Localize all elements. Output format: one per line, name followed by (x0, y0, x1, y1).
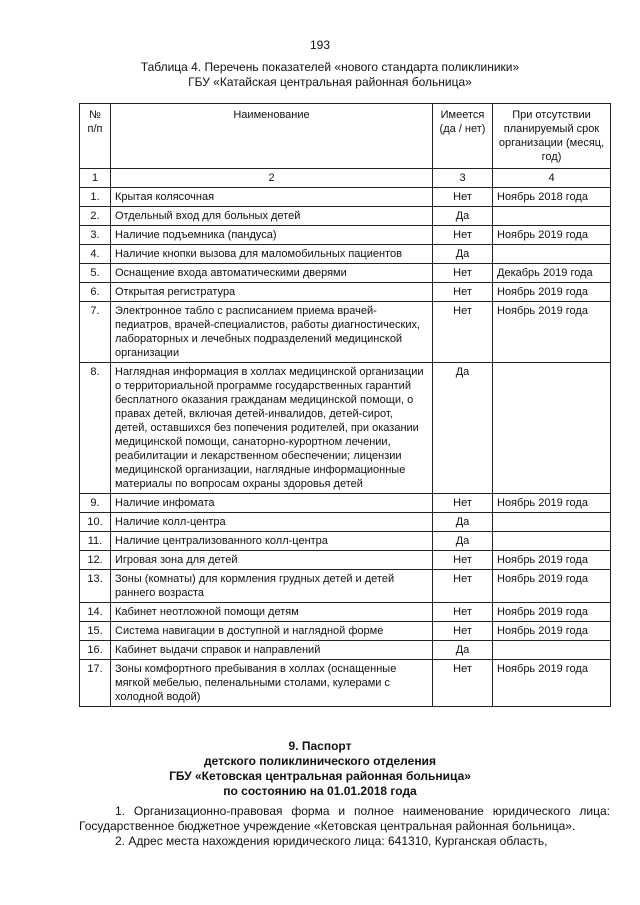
row-name-cell: Игровая зона для детей (111, 551, 433, 570)
row-name-cell: Открытая регистратура (111, 283, 433, 302)
row-planned-cell: Ноябрь 2019 года (493, 622, 611, 641)
header-num: № п/п (80, 104, 111, 169)
table-row (80, 302, 611, 363)
row-num-cell: 12. (80, 551, 111, 570)
row-num-cell: 1. (80, 188, 111, 207)
row-num-cell: 14. (80, 603, 111, 622)
row-name-cell: Зоны (комнаты) для кормления грудных детей и детей раннего возраста (111, 570, 433, 603)
table-row (80, 551, 611, 570)
row-available-cell: Нет (433, 283, 493, 302)
table-row (80, 570, 611, 603)
passport-heading-line-2: детского поликлинического отделения (204, 754, 436, 768)
row-planned-cell: Ноябрь 2019 года (493, 570, 611, 603)
row-planned-cell: Ноябрь 2019 года (493, 494, 611, 513)
table-title-line-1: Таблица 4. Перечень показателей «нового стандарта поликлиники» (140, 60, 520, 74)
row-available-cell: Да (433, 245, 493, 264)
row-planned-cell: Ноябрь 2019 года (493, 302, 611, 363)
table-row (80, 283, 611, 302)
index-cell: 3 (433, 169, 493, 188)
table-row (80, 494, 611, 513)
row-planned-cell: Ноябрь 2019 года (493, 551, 611, 570)
row-available-cell: Да (433, 532, 493, 551)
table-row (80, 603, 611, 622)
row-name-cell: Оснащение входа автоматическими дверями (111, 264, 433, 283)
row-num-cell: 17. (80, 660, 111, 707)
header-name: Наименование (111, 104, 433, 169)
table-row (80, 622, 611, 641)
table-index-row (80, 169, 611, 188)
row-num-cell: 11. (80, 532, 111, 551)
row-available-cell: Нет (433, 551, 493, 570)
row-planned-cell (493, 641, 611, 660)
passport-body (79, 804, 610, 849)
table-row (80, 207, 611, 226)
row-name-cell: Наличие колл-центра (111, 513, 433, 532)
row-planned-cell: Ноябрь 2019 года (493, 226, 611, 245)
row-name-cell: Зоны комфортного пребывания в холлах (оснащенные мягкой мебелью, пеленальными столами, кулерами с холодной водой) (111, 660, 433, 707)
row-num-cell: 16. (80, 641, 111, 660)
row-planned-cell: Ноябрь 2018 года (493, 188, 611, 207)
row-available-cell: Нет (433, 188, 493, 207)
row-name-cell: Система навигации в доступной и наглядной форме (111, 622, 433, 641)
row-num-cell: 7. (80, 302, 111, 363)
indicators-table (79, 103, 611, 707)
row-planned-cell: Ноябрь 2019 года (493, 660, 611, 707)
row-name-cell: Кабинет неотложной помощи детям (111, 603, 433, 622)
header-planned: При отсутствии планируемый срок организации (месяц, год) (493, 104, 611, 169)
table-row (80, 660, 611, 707)
row-planned-cell (493, 245, 611, 264)
table-row (80, 264, 611, 283)
index-cell: 4 (493, 169, 611, 188)
table-row (80, 245, 611, 264)
passport-heading (60, 739, 580, 799)
row-num-cell: 4. (80, 245, 111, 264)
row-num-cell: 2. (80, 207, 111, 226)
row-name-cell: Крытая колясочная (111, 188, 433, 207)
row-name-cell: Наличие инфомата (111, 494, 433, 513)
row-planned-cell (493, 207, 611, 226)
row-available-cell: Нет (433, 570, 493, 603)
paragraph-1: 1. Организационно-правовая форма и полное наименование юридического лица: Государственное бюджетное учреждение «Кетовская центральная районная больница». (79, 804, 610, 833)
row-available-cell: Да (433, 207, 493, 226)
passport-heading-line-1: 9. Паспорт (288, 739, 352, 753)
row-available-cell: Да (433, 513, 493, 532)
table-header-row (80, 104, 611, 169)
row-available-cell: Нет (433, 603, 493, 622)
row-planned-cell: Ноябрь 2019 года (493, 603, 611, 622)
table-body (80, 188, 611, 707)
row-name-cell: Наглядная информация в холлах медицинской организации о территориальной программе государственных гарантий бесплатного оказания гражданам медицинской помощи, о правах детей, включая детей-инвалидов, детей-сирот, детей, оставшихся без попечения родителей, при оказании медицинской помощи, санаторно-курортном лечении, реабилитации и лекарственном обеспечении; лицензии медицинской организации, наглядные информационные материалы по вопросам охраны здоровья детей (111, 363, 433, 494)
index-cell: 1 (80, 169, 111, 188)
table-title-line-2: ГБУ «Катайская центральная районная больница» (188, 75, 472, 89)
row-num-cell: 10. (80, 513, 111, 532)
row-available-cell: Да (433, 363, 493, 494)
row-available-cell: Да (433, 641, 493, 660)
row-num-cell: 8. (80, 363, 111, 494)
row-num-cell: 15. (80, 622, 111, 641)
row-available-cell: Нет (433, 660, 493, 707)
table-row (80, 532, 611, 551)
table-row (80, 363, 611, 494)
paragraph-2: 2. Адрес места нахождения юридического лица: 641310, Курганская область, (115, 834, 548, 848)
header-available: Имеется (да / нет) (433, 104, 493, 169)
row-available-cell: Нет (433, 264, 493, 283)
row-planned-cell (493, 532, 611, 551)
row-name-cell: Наличие кнопки вызова для маломобильных пациентов (111, 245, 433, 264)
row-planned-cell: Декабрь 2019 года (493, 264, 611, 283)
row-planned-cell (493, 513, 611, 532)
table-title (60, 60, 600, 90)
row-num-cell: 9. (80, 494, 111, 513)
row-num-cell: 3. (80, 226, 111, 245)
page-number: 193 (309, 38, 331, 52)
row-planned-cell (493, 363, 611, 494)
row-num-cell: 13. (80, 570, 111, 603)
row-num-cell: 6. (80, 283, 111, 302)
table-row (80, 641, 611, 660)
row-planned-cell: Ноябрь 2019 года (493, 283, 611, 302)
row-name-cell: Кабинет выдачи справок и направлений (111, 641, 433, 660)
table-row (80, 188, 611, 207)
row-name-cell: Электронное табло с расписанием приема врачей-педиатров, врачей-специалистов, работы диагностических, лабораторных и лечебных подразделений медицинской организации (111, 302, 433, 363)
row-name-cell: Наличие подъемника (пандуса) (111, 226, 433, 245)
row-available-cell: Нет (433, 302, 493, 363)
passport-heading-line-4: по состоянию на 01.01.2018 года (223, 784, 417, 798)
table-row (80, 226, 611, 245)
passport-heading-line-3: ГБУ «Кетовская центральная районная больница» (169, 769, 471, 783)
row-available-cell: Нет (433, 622, 493, 641)
row-available-cell: Нет (433, 226, 493, 245)
row-name-cell: Отдельный вход для больных детей (111, 207, 433, 226)
row-available-cell: Нет (433, 494, 493, 513)
index-cell: 2 (111, 169, 433, 188)
row-num-cell: 5. (80, 264, 111, 283)
row-name-cell: Наличие централизованного колл-центра (111, 532, 433, 551)
table-row (80, 513, 611, 532)
